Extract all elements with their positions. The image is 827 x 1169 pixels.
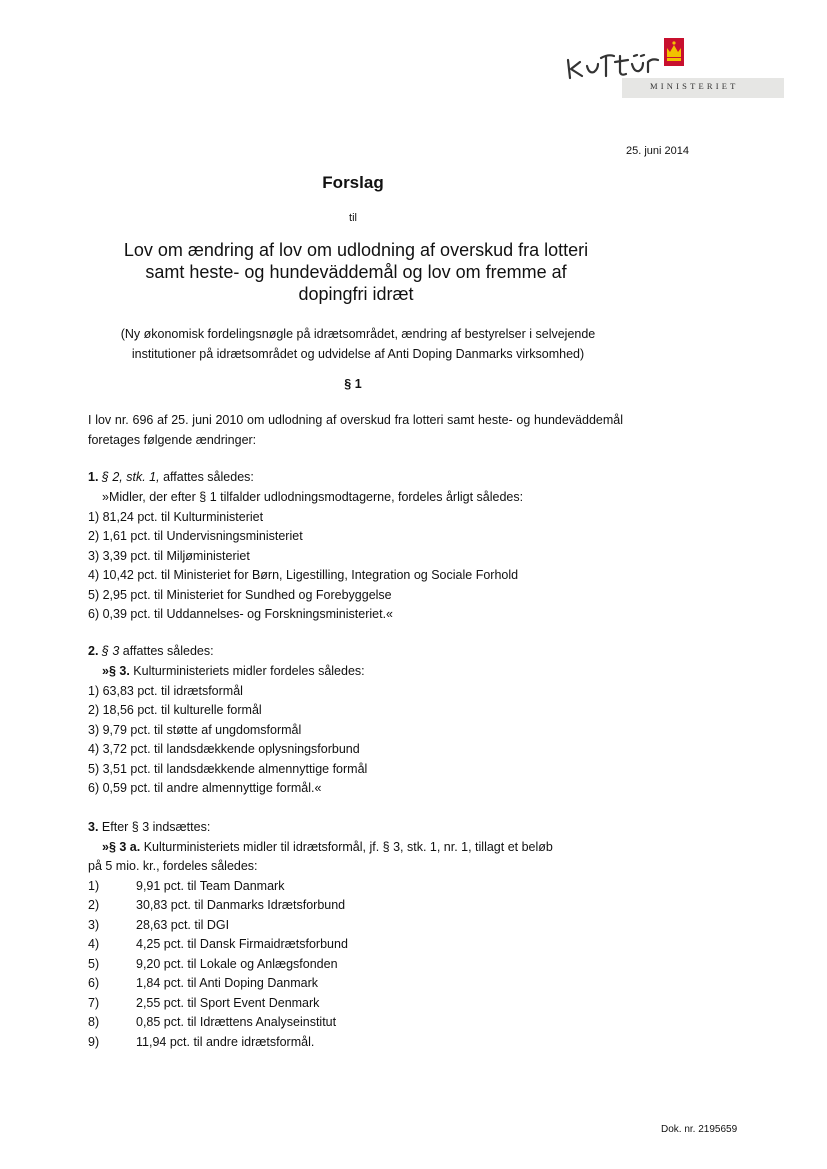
quote-text: Kulturministeriets midler fordeles således: (129, 664, 365, 678)
bill-subtitle-line: (Ny økonomisk fordelingsnøgle på idrætsområdet, ændring af bestyrelser i selvejende (120, 327, 596, 341)
bill-title-line: dopingfri idræt (298, 284, 414, 304)
item-number: 2. (88, 644, 99, 658)
list-item: 4) 10,42 pct. til Ministeriet for Børn, Ligestilling, Integration og Sociale Forhold (88, 568, 519, 582)
bill-subtitle-line: institutioner på idrætsområdet og udvidelse af Anti Doping Danmarks virksomhed) (131, 347, 585, 361)
list-item: 9,91 pct. til Team Danmark (136, 879, 285, 893)
list-number: 5) (88, 957, 100, 971)
list-number: 4) (88, 937, 100, 951)
list-item: 11,94 pct. til andre idrætsformål. (136, 1035, 315, 1049)
list-item: 2) 18,56 pct. til kulturelle formål (88, 703, 262, 717)
list-item: 4,25 pct. til Dansk Firmaidrætsforbund (136, 937, 348, 951)
list-item: 5) 3,51 pct. til landsdækkende almennyttige formål (88, 762, 368, 776)
quote-text: Kulturministeriets midler til idrætsformål, jf. § 3, stk. 1, nr. 1, tillagt et beløb (140, 840, 553, 854)
list-item: 30,83 pct. til Danmarks Idrætsforbund (136, 898, 346, 912)
list-item: 2,55 pct. til Sport Event Denmark (136, 996, 320, 1010)
item-1-header (88, 467, 254, 487)
bill-title (96, 239, 616, 305)
item-1-quote: »Midler, der efter § 1 tilfalder udlodningsmodtagerne, fordeles årligt således: (102, 490, 524, 504)
list-item: 1) 81,24 pct. til Kulturministeriet (88, 510, 264, 524)
list-item: 4) 3,72 pct. til landsdækkende oplysningsforbund (88, 742, 360, 756)
item-text: affattes således: (159, 470, 254, 484)
item-3-quote (102, 837, 553, 857)
list-item: 3) 3,39 pct. til Miljøministeriet (88, 549, 250, 563)
crown-icon (664, 38, 684, 66)
list-number: 7) (88, 996, 100, 1010)
bill-title-line: samt heste- og hundeväddemål og lov om fremme af (145, 262, 567, 282)
list-item: 9,20 pct. til Lokale og Anlægsfonden (136, 957, 338, 971)
list-item: 5) 2,95 pct. til Ministeriet for Sundhed og Forebyggelse (88, 588, 392, 602)
item-number: 3. (88, 820, 99, 834)
logo-ministeriet-text: MINISTERIET (650, 81, 739, 91)
document-heading: Forslag (322, 173, 384, 192)
list-number: 1) (88, 879, 100, 893)
heading-til: til (349, 212, 357, 224)
list-item: 1) 63,83 pct. til idrætsformål (88, 684, 243, 698)
item-3-header (88, 817, 210, 837)
item-text: affattes således: (119, 644, 214, 658)
list-item: 28,63 pct. til DGI (136, 918, 230, 932)
list-number: 6) (88, 976, 100, 990)
bill-subtitle (80, 324, 636, 364)
kultur-ministeriet-logo (560, 38, 784, 98)
bill-title-line: Lov om ændring af lov om udlodning af overskud fra lotteri (123, 240, 589, 260)
section-mark: § 1 (344, 377, 362, 391)
quote-section: »§ 3 a. (102, 840, 141, 854)
list-item: 6) 0,59 pct. til andre almennyttige formål.« (88, 781, 322, 795)
intro-paragraph: I lov nr. 696 af 25. juni 2010 om udlodning af overskud fra lotteri samt heste- og hundeväddemål foretages følgende ændringer: (88, 413, 623, 447)
document-number: Dok. nr. 2195659 (661, 1124, 738, 1135)
list-item: 2) 1,61 pct. til Undervisningsministeriet (88, 529, 303, 543)
list-number: 9) (88, 1035, 100, 1049)
list-number: 8) (88, 1015, 100, 1029)
list-item: 1,84 pct. til Anti Doping Danmark (136, 976, 319, 990)
list-item: 0,85 pct. til Idrættens Analyseinstitut (136, 1015, 337, 1029)
list-item: 3) 9,79 pct. til støtte af ungdomsformål (88, 723, 302, 737)
item-3-quote-continued: på 5 mio. kr., fordeles således: (88, 859, 258, 873)
item-number: 1. (88, 470, 99, 484)
quote-section: »§ 3. (102, 664, 130, 678)
item-ref: § 2, stk. 1, (101, 470, 160, 484)
document-date: 25. juni 2014 (626, 145, 689, 157)
item-text: Efter § 3 indsættes: (98, 820, 211, 834)
item-2-quote (102, 661, 365, 681)
item-2-header (88, 641, 214, 661)
item-ref: § 3 (101, 644, 120, 658)
list-number: 2) (88, 898, 100, 912)
list-item: 6) 0,39 pct. til Uddannelses- og Forskningsministeriet.« (88, 607, 394, 621)
kultur-script-logo (560, 38, 784, 82)
list-number: 3) (88, 918, 100, 932)
